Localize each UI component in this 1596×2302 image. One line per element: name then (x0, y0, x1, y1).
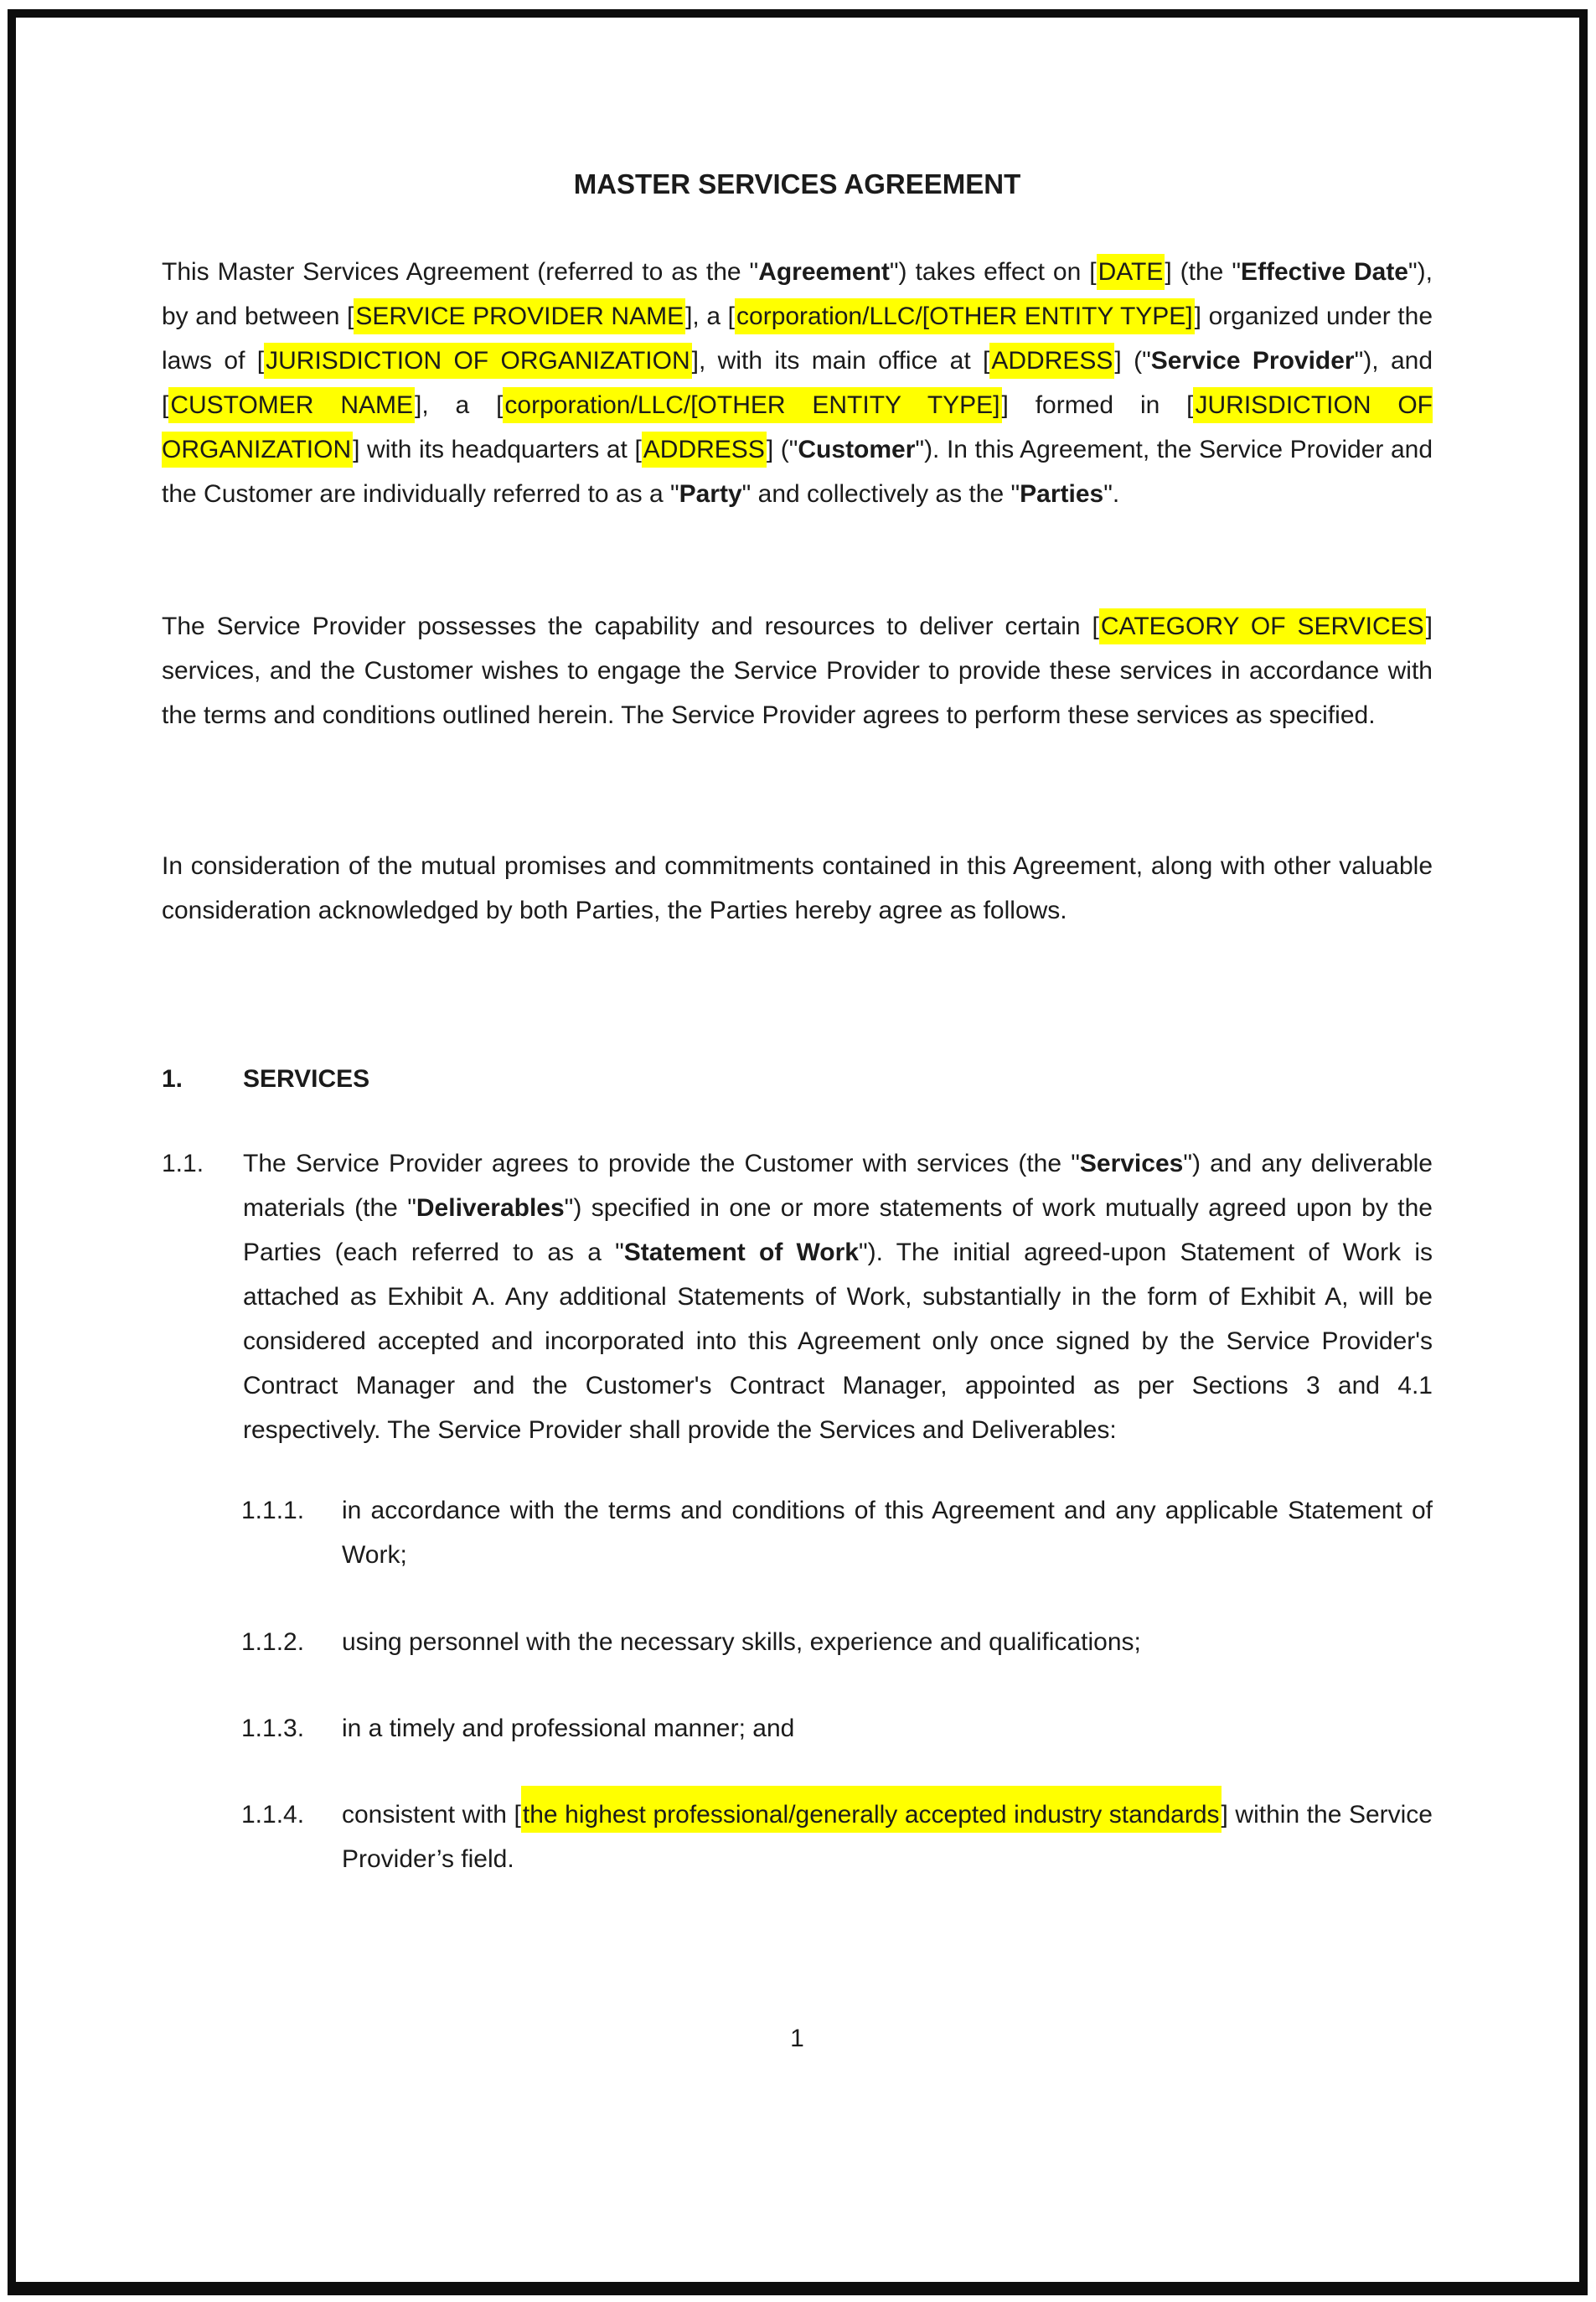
section-number: 1. (162, 1065, 183, 1093)
highlighted-placeholder: SERVICE PROVIDER NAME (354, 298, 685, 334)
bold-text: Service Provider (1150, 347, 1355, 375)
bold-text: Effective Date (1240, 258, 1408, 286)
numbered-clause (162, 1141, 1433, 1452)
highlighted-placeholder: ADDRESS (642, 432, 767, 468)
section-heading (162, 1057, 1433, 1101)
clause-number: 1.1.4. (241, 1801, 305, 1829)
text-run: ] formed in [ (1001, 391, 1194, 419)
text-run: in accordance with the terms and conditions of this Agreement and any applicable Statement of Work; (342, 1497, 1433, 1569)
numbered-clause (162, 1792, 1433, 1881)
bold-text: Agreement (758, 258, 890, 286)
bold-text: Party (679, 480, 742, 508)
text-run: ] (the " (1165, 258, 1241, 286)
bold-text: Services (1079, 1150, 1184, 1177)
text-run: The Service Provider agrees to provide the Customer with services (the " (243, 1150, 1080, 1177)
section-title: SERVICES (243, 1065, 370, 1093)
text-run: ], a [ (415, 391, 504, 419)
highlighted-placeholder: CATEGORY OF SERVICES (1099, 608, 1426, 644)
bold-text: Deliverables (416, 1194, 565, 1222)
clause-text (243, 1141, 1433, 1452)
paragraph (162, 250, 1433, 516)
clause-number: 1.1.1. (241, 1497, 305, 1524)
text-run: ") and any deliverable materials (the " (243, 1150, 1433, 1222)
text-run: This Master Services Agreement (referred to as the " (162, 258, 759, 286)
text-run: "). The initial agreed-upon Statement of Work is attached as Exhibit A. Any additional Statements of Work, substantially in the form of Exhibit A, will be considered accepted and incorporated into this Agreement only once signed by the Service Provider's Contract Manager and the Customer's Contract Manager, appointed as per Sections 3 and 4.1 respectively. The Service Provider shall provide the Services and Deliverables: (243, 1239, 1433, 1444)
text-run: ] (" (1114, 347, 1151, 375)
text-run: " and collectively as the " (741, 480, 1020, 508)
clause-text (342, 1488, 1433, 1577)
text-run: ") specified in one or more statements of work mutually agreed upon by the Parties (each referred to as a " (243, 1194, 1433, 1266)
numbered-clause (162, 1706, 1433, 1751)
bold-text: Statement of Work (623, 1239, 859, 1266)
text-run: ] within the Service Provider’s field. (342, 1801, 1433, 1873)
highlighted-placeholder: JURISDICTION OF ORGANIZATION (264, 343, 692, 379)
text-run: ], with its main office at [ (691, 347, 990, 375)
highlighted-placeholder: corporation/LLC/[OTHER ENTITY TYPE] (735, 298, 1195, 334)
text-run: in a timely and professional manner; and (342, 1715, 795, 1742)
text-run: ] organized under the laws of [ (162, 303, 1433, 375)
clause-number: 1.1. (162, 1150, 204, 1177)
text-run: "), and [ (162, 347, 1433, 419)
highlighted-placeholder: JURISDICTION OF ORGANIZATION (162, 387, 1433, 468)
document-title: MASTER SERVICES AGREEMENT (573, 168, 1021, 199)
clause-text (342, 1706, 1433, 1751)
text-run: ". (1103, 480, 1120, 508)
highlighted-placeholder: CUSTOMER NAME (168, 387, 415, 423)
bold-text: Customer (798, 436, 916, 463)
clause-number: 1.1.2. (241, 1628, 305, 1656)
highlighted-placeholder: DATE (1097, 254, 1165, 290)
clause-text (342, 1620, 1433, 1664)
text-run: In consideration of the mutual promises and commitments contained in this Agreement, along with other valuable consideration acknowledged by both Parties, the Parties hereby agree as follows. (162, 852, 1433, 924)
text-run: using personnel with the necessary skills, experience and qualifications; (342, 1628, 1141, 1656)
text-run: consistent with [ (342, 1801, 521, 1829)
text-run: ] (" (766, 436, 798, 463)
numbered-clause (162, 1620, 1433, 1664)
highlighted-placeholder: the highest professional/generally accepted industry standards (521, 1786, 1222, 1833)
text-run: ") takes effect on [ (889, 258, 1097, 286)
text-run: ] services, and the Customer wishes to engage the Service Provider to provide these services in accordance with the terms and conditions outlined herein. The Service Provider agrees to perform these services as specified. (162, 613, 1433, 729)
clause-text (342, 1792, 1433, 1881)
page-number: 1 (790, 2025, 804, 2052)
text-run: "). In this Agreement, the Service Provider and the Customer are individually referred to as a " (162, 436, 1433, 508)
highlighted-placeholder: ADDRESS (989, 343, 1114, 379)
text-run: "), by and between [ (162, 258, 1433, 330)
paragraph (162, 844, 1433, 933)
text-run: ] with its headquarters at [ (353, 436, 642, 463)
numbered-clause (162, 1488, 1433, 1577)
document-blocks (162, 250, 1433, 1881)
text-run: ], a [ (685, 303, 736, 330)
highlighted-placeholder: corporation/LLC/[OTHER ENTITY TYPE] (503, 387, 1001, 423)
text-run: The Service Provider possesses the capability and resources to deliver certain [ (162, 613, 1099, 640)
page-footer (162, 2016, 1433, 2061)
bold-text: Parties (1020, 480, 1104, 508)
paragraph (162, 604, 1433, 737)
clause-number: 1.1.3. (241, 1715, 305, 1742)
